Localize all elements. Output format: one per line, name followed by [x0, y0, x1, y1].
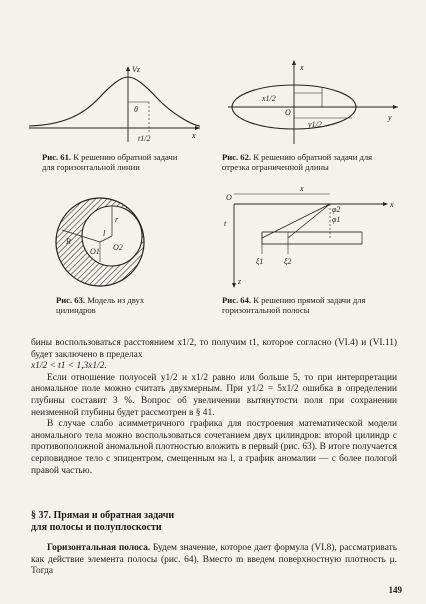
figure-61-caption-text: К решению обратной задачи для горизонтальной линии: [42, 152, 178, 172]
fig64-label-o: O: [226, 193, 232, 202]
figure-64-graph: [222, 182, 402, 292]
body-text-upper: [31, 338, 397, 477]
page-number: 149: [388, 585, 402, 595]
figure-64-caption: [222, 295, 398, 315]
fig64-label-xi2: ξ2: [284, 257, 292, 266]
figure-64-caption-text: К решению прямой задачи для горизонтальной полосы: [222, 295, 366, 315]
fig62-label-o: O: [285, 108, 291, 117]
section-heading-line-2: для полосы и полуплоскости: [31, 522, 162, 533]
fig64-label-x-top: x: [300, 184, 304, 193]
formula: x1/2 < t1 < 1,3x1/2.: [31, 361, 107, 372]
paragraph-1: бины воспользоваться расстоянием x1/2, то получим t1, которое согласно (VI.4) и (VI.11) будет заключено в пределах: [31, 338, 397, 360]
figure-63-caption-text: Модель из двух цилиндров: [56, 295, 145, 315]
fig63-label-r: r: [115, 215, 119, 224]
figure-62-caption: [222, 152, 398, 172]
fig62-label-y: y: [388, 113, 392, 122]
figure-62-caption-text: К решению обратной задачи для отрезка ограниченной длины: [222, 152, 373, 172]
section-heading-line-1: § 37. Прямая и обратная задачи: [31, 510, 175, 521]
paragraph-2: Если отношение полуосей y1/2 и x1/2 равно или больше 5, то при интерпретации аномальное поле можно считать двухмерным. При y1/2 = 5x1/2 ошибка в определении глубины составит 3 %. Вопрос об увеличении вытянутости поля при сохранении неизменной глубины будет рассмотрен в § 41.: [31, 372, 397, 418]
fig62-label-y12: y1/2: [308, 120, 322, 129]
fig64-label-phi1: φ1: [332, 215, 341, 224]
paragraph-3: В случае слабо асимметричного графика для построения математической модели аномального тела можно воспользоваться сочетанием двух цилиндров: второй цилиндр с противоположной аномальной плотностью вложить в первый (рис. 63). В итоге получается серповидное тело с эпицентром, смещенным на l, а график аномалии — с более пологой правой частью.: [31, 419, 397, 476]
fig61-label-x: x: [192, 131, 196, 140]
paragraph-4-text: Будем значение, которое дает формула (VI.8), рассматривать как действие элемента полосы (рис. 64). Вместо m введем поверхностную плотность μ. Тогда: [31, 543, 397, 577]
fig62-label-x: x: [300, 63, 304, 72]
figure-64-caption-number: Рис. 64.: [222, 295, 252, 305]
figure-63: [42, 190, 162, 290]
figure-63-caption: [56, 295, 174, 315]
fig64-label-xi1: ξ1: [256, 257, 264, 266]
figure-62-graph: [222, 56, 402, 148]
body-text-lower: [31, 543, 397, 578]
figure-62-caption-number: Рис. 62.: [222, 152, 252, 162]
paragraph-4-lead: Горизонтальная полоса.: [47, 543, 151, 553]
fig63-label-o2: O2: [113, 243, 123, 252]
figure-62: [222, 56, 402, 148]
fig63-label-l: l: [103, 229, 106, 238]
figure-61: [24, 62, 204, 146]
figure-63-graph: [42, 190, 162, 290]
fig64-label-phi2: φ2: [332, 205, 341, 214]
fig62-label-x12: x1/2: [262, 94, 276, 103]
fig64-label-t: t: [224, 219, 227, 228]
fig64-label-z: z: [238, 277, 242, 286]
fig61-label-vz: Vz: [132, 65, 140, 74]
figure-64: [222, 182, 402, 292]
paragraph-4: [31, 543, 397, 578]
fig64-label-x: x: [390, 200, 394, 209]
section-heading: [31, 510, 397, 534]
fig61-label-half: t1/2: [138, 134, 151, 143]
figure-63-caption-number: Рис. 63.: [56, 295, 86, 305]
fig61-label-theta: θ: [134, 105, 138, 114]
fig63-label-o1: O1: [90, 247, 100, 256]
fig63-label-R: R: [66, 237, 71, 246]
figure-61-caption: [42, 152, 186, 172]
figure-61-caption-number: Рис. 61.: [42, 152, 72, 162]
figure-61-graph: [24, 62, 204, 146]
